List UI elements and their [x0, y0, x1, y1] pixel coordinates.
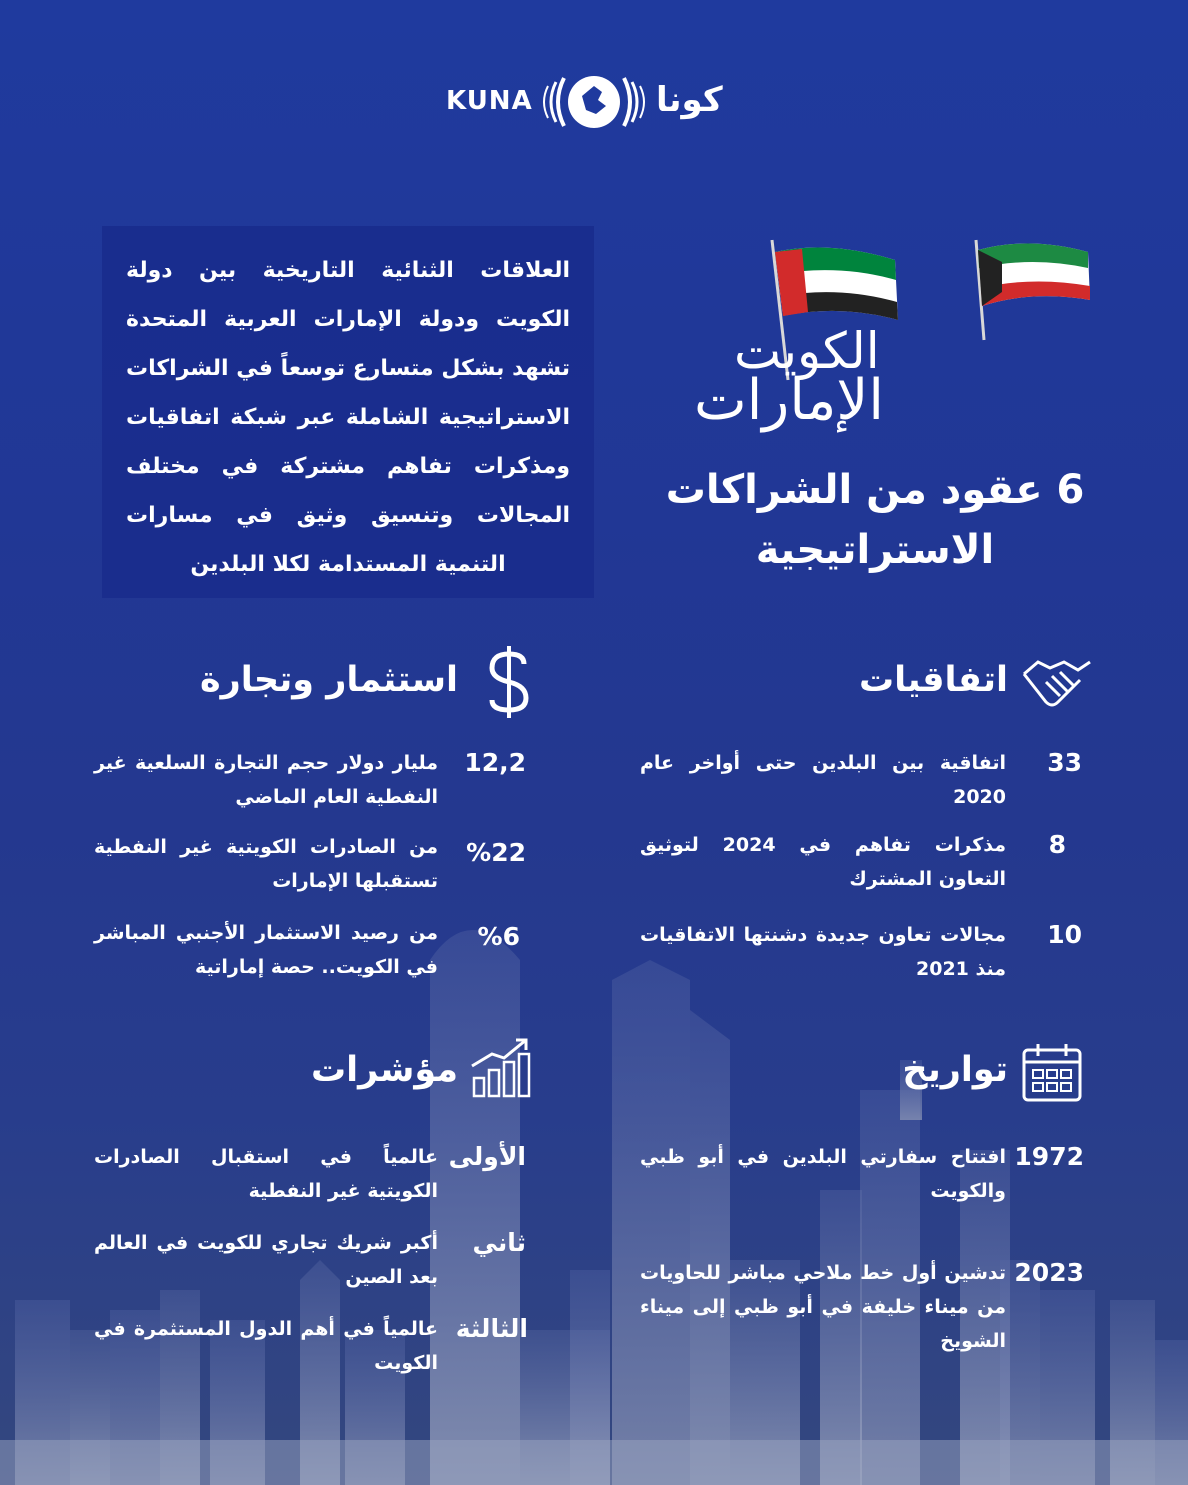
logo-latin-text: KUNA — [446, 86, 533, 116]
agreement-row-3 — [640, 920, 1084, 990]
date-text: افتتاح سفارتي البلدين في أبو ظبي والكويت — [640, 1146, 1006, 1202]
calligraphy-kuwait: الكويت — [734, 322, 880, 380]
investment-number: %6 — [477, 922, 520, 951]
indicators-heading: مؤشرات — [311, 1050, 458, 1090]
growth-chart-icon — [468, 1036, 532, 1100]
indicator-text: أكبر شريك تجاري للكويت في العالم بعد الصين — [94, 1232, 438, 1288]
indicator-row-3 — [94, 1314, 532, 1384]
indicator-rank: الأولى — [448, 1142, 526, 1171]
calendar-icon — [1020, 1040, 1084, 1104]
investment-row-1 — [94, 748, 532, 818]
investment-heading: استثمار وتجارة — [199, 660, 458, 700]
main-title — [620, 460, 1130, 580]
dates-heading: تواريخ — [902, 1050, 1008, 1090]
main-title-line-1: 6 عقود من الشراكات — [665, 467, 1085, 513]
investment-text: من الصادرات الكويتية غير النفطية تستقبلها الإمارات — [94, 836, 438, 892]
kuwait-flag-icon — [976, 240, 1090, 340]
indicator-text: عالمياً في أهم الدول المستثمرة في الكويت — [94, 1318, 438, 1374]
kuna-logo — [0, 62, 1188, 142]
main-title-line-2: الاستراتيجية — [755, 527, 995, 573]
kuna-emblem-icon — [538, 62, 650, 142]
agreements-heading: اتفاقيات — [859, 660, 1008, 700]
indicator-text: عالمياً في استقبال الصادرات الكويتية غير النفطية — [94, 1146, 438, 1202]
date-text: تدشين أول خط ملاحي مباشر للحاويات من ميناء خليفة في أبو ظبي إلى ميناء الشويخ — [640, 1262, 1006, 1352]
date-row-1 — [640, 1142, 1084, 1212]
investment-text: من رصيد الاستثمار الأجنبي المباشر في الكويت.. حصة إماراتية — [94, 922, 438, 978]
agreement-text: مذكرات تفاهم في 2024 لتوثيق التعاون المشترك — [640, 834, 1006, 890]
intro-paragraph: العلاقات الثنائية التاريخية بين دولة الكويت ودولة الإمارات العربية المتحدة تشهد بشكل متسارع توسعاً في الشراكات الاستراتيجية الشاملة عبر شبكة اتفاقيات ومذكرات تفاهم مشتركة في مختلف المجالات وتنسيق وثيق في مسارات التنمية المستدامة لكلا البلدين — [102, 226, 594, 598]
indicator-rank: الثالثة — [455, 1314, 528, 1343]
indicator-row-1 — [94, 1142, 532, 1212]
calligraphy-uae: الإمارات — [694, 368, 884, 433]
investment-row-3 — [94, 918, 532, 988]
investment-number: 12,2 — [464, 748, 526, 777]
agreement-text: مجالات تعاون جديدة دشنتها الاتفاقيات منذ 2021 — [640, 924, 1006, 980]
handshake-icon — [1020, 652, 1094, 714]
date-number: 2023 — [1014, 1258, 1084, 1287]
date-row-2 — [640, 1258, 1084, 1368]
agreement-row-1 — [640, 748, 1084, 818]
agreement-number: 33 — [1047, 748, 1082, 777]
agreement-text: اتفاقية بين البلدين حتى أواخر عام 2020 — [640, 752, 1006, 808]
investment-number: %22 — [466, 838, 526, 867]
date-number: 1972 — [1014, 1142, 1084, 1171]
agreement-row-2 — [640, 830, 1084, 900]
logo-arabic-text: كونا — [656, 80, 723, 120]
investment-text: مليار دولار حجم التجارة السلعية غير النفطية العام الماضي — [94, 752, 438, 808]
agreement-number: 10 — [1047, 920, 1082, 949]
agreement-number: 8 — [1048, 830, 1066, 859]
indicator-rank: ثاني — [472, 1228, 526, 1257]
indicator-row-2 — [94, 1228, 532, 1298]
investment-row-2 — [94, 832, 532, 902]
dollar-icon — [484, 644, 534, 720]
